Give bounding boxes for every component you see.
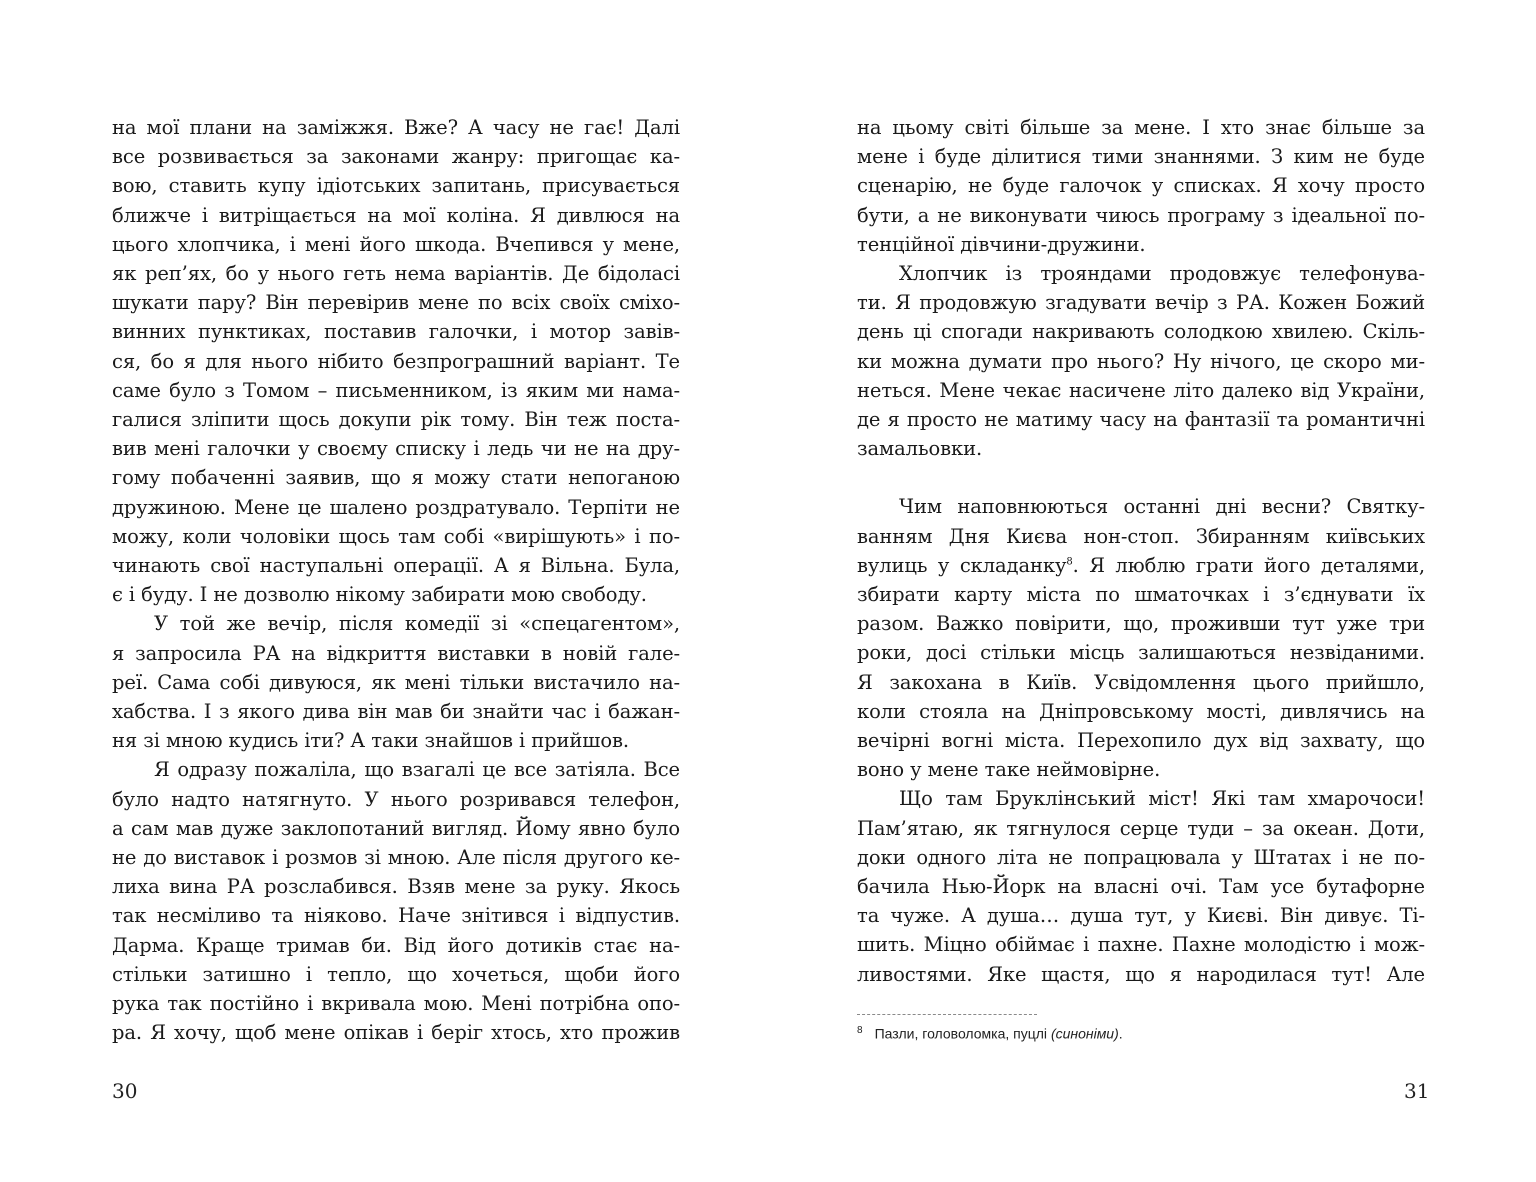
footnote-reference[interactable]: 8 [1066,556,1073,568]
left-page [112,113,680,1048]
text-line: саме було з Томом – письменником, із яким ми нама- [112,378,680,402]
text-line: було надто натягнуто. У нього розривався телефон, [112,787,680,811]
text-line: та чуже. А душа… душа тут, у Києві. Він дивує. Ті- [857,904,1425,928]
text-line: ближче і витріщається на мої коліна. Я дивлюся на [112,203,680,227]
text-line: бути, а не виконувати чиюсь програму з ідеальної по- [857,203,1425,227]
footnote-divider [857,1014,1037,1015]
text-line: Я закохана в Київ. Усвідомлення цього прийшло, [857,670,1425,694]
text-line: де я просто не матиму часу на фантазії та романтичні [857,408,1425,432]
paragraph [112,113,680,609]
text-line: ливостями. Яке щастя, що я народилася тут! Але [857,962,1425,986]
text-line: доки одного літа не попрацювала у Штатах і не по- [857,845,1425,869]
text-line: ра. Я хочу, щоб мене опікав і беріг хтось, хто прожив [112,1021,680,1045]
text-line: дружиною. Мене це шалено роздратувало. Терпіти не [112,495,680,519]
text-line: замальовки. [857,437,983,461]
text-line: на мої плани на заміжжя. Вже? А часу не гає! Далі [112,116,680,139]
text-line: рука так постійно і вкривала мою. Мені потрібна опо- [112,992,680,1016]
text-line: на цьому світі більше за мене. І хто знає більше за [857,116,1425,139]
text-line-with-footnote [857,551,1425,580]
text-line: день ці спогади накривають солодкою хвилею. Скіль- [857,320,1425,344]
footnote-italic: (синоніми) [1050,1025,1119,1042]
text-line: коли стояла на Дніпровському мості, дивлячись на [857,699,1425,723]
text-line: я запросила РА на відкриття виставки в новій галe- [112,641,680,665]
text-line: є і буду. І не дозволю нікому забирати мою свободу. [112,583,647,607]
text-line: так несміливо та ніяково. Наче знітився і відпустив. [112,904,680,928]
paragraph [857,113,1425,259]
text-line: все розвивається за законами жанру: пригощає ка- [112,145,680,169]
text-line: Чим наповнюються останні дні весни? Святку- [899,495,1425,519]
section-break [857,463,1425,492]
footnote [857,1025,1425,1042]
text-line: як реп’ях, бо у нього геть нема варіантів. Де бідоласі [112,262,680,286]
text-line: ванням Дня Києва нон-стоп. Збиранням київських [857,524,1425,548]
text-line: роки, досі стільки місць залишаються незвіданими. [857,641,1425,665]
text-line: тенційної дівчини-дружини. [857,232,1146,256]
text-line: лиха вина РА розслабився. Взяв мене за руку. Якось [112,875,680,899]
text-line: шукати пару? Він перевірив мене по всіх своїх сміхо- [112,291,680,315]
text-line: Дарма. Краще тримав би. Від його дотиків стає на- [112,933,680,957]
text-segment: . Я люблю грати його деталями, [1072,553,1425,577]
text-line: неться. Мене чекає насичене літо далеко від України, [857,378,1425,402]
text-line: вечірні вогні міста. Перехопило дух від захвату, що [857,729,1425,753]
text-line: мене і буде ділитися тими знаннями. З ким не буде [857,145,1425,169]
paragraph [857,259,1425,463]
text-line: вив мені галочки у своєму списку і ледь чи не на дру- [112,437,680,461]
text-line: ти. Я продовжую згадувати вечір з РА. Кожен Божий [857,291,1425,315]
paragraph [857,492,1425,784]
footnote-number: 8 [857,1025,863,1036]
text-line: гому побаченні заявив, що я можу стати непоганою [112,466,680,490]
text-line: бачила Нью-Йорк на власні очі. Там усе бутафорне [857,875,1425,899]
text-line: хабства. І з якого дива він мав би знайти час і бажан- [112,700,680,724]
text-line: Хлопчик із трояндами продовжує телефонува- [899,262,1425,286]
text-line: збирати карту міста по шматочках і з’єднувати їх [857,583,1425,607]
footnote-end: . [1118,1025,1123,1042]
text-line: ся, бо я для нього нібито безпрограшний варіант. Те [112,349,680,373]
paragraph [857,784,1425,988]
footnote-text: Пазли, головоломка, пуцлі [874,1025,1051,1042]
text-line: а сам мав дуже заклопотаний вигляд. Йому явно було [112,816,680,840]
text-line: галися зліпити щось докупи рік тому. Він теж поста- [112,408,680,432]
text-line: винних пунктиках, поставив галочки, і мотор завів- [112,320,680,344]
page-number-right: 31 [1404,1079,1430,1103]
text-segment: вулиць у складанку [857,553,1067,577]
text-line: воно у мене таке неймовірне. [857,758,1161,782]
text-line: не до виставок і розмов зі мною. Але після другого ке- [112,846,680,870]
text-line: Пам’ятаю, як тягнулося серце туди – за океан. Доти, [857,816,1425,840]
text-line: стільки затишно і тепло, що хочеться, щоби його [112,962,680,986]
text-line: сценарію, не буде галочок у списках. Я хочу просто [857,174,1425,198]
paragraph [112,755,680,1047]
paragraph [112,609,680,755]
text-line: Що там Бруклінський міст! Які там хмарочоси! [899,787,1425,811]
text-line: ня зі мною кудись іти? А таки знайшов і прийшов. [112,729,629,753]
text-line: можу, коли чоловіки щось там собі «вирішують» і по- [112,524,680,548]
page-number-left: 30 [112,1079,138,1103]
text-line: Я одразу пожаліла, що взагалі це все затіяла. Все [154,758,680,782]
text-line: разом. Важко повірити, що, проживши тут уже три [857,612,1425,636]
text-line: шить. Міцно обіймає і пахне. Пахне молодістю і мож- [857,933,1425,957]
text-line: реї. Сама собі дивуюся, як мені тільки вистачило на- [112,670,680,694]
text-line: ки можна думати про нього? Ну нічого, це скоро ми- [857,349,1425,373]
text-line: У той же вечір, після комедії зі «спецагентом», [154,612,680,636]
text-line: цього хлопчика, і мені його шкода. Вчепився у мене, [112,232,680,256]
text-line: чинають свої наступальні операції. А я Вільна. Була, [112,554,680,578]
text-line: вою, ставить купу ідіотських запитань, присувається [112,174,680,198]
right-page [857,113,1425,989]
